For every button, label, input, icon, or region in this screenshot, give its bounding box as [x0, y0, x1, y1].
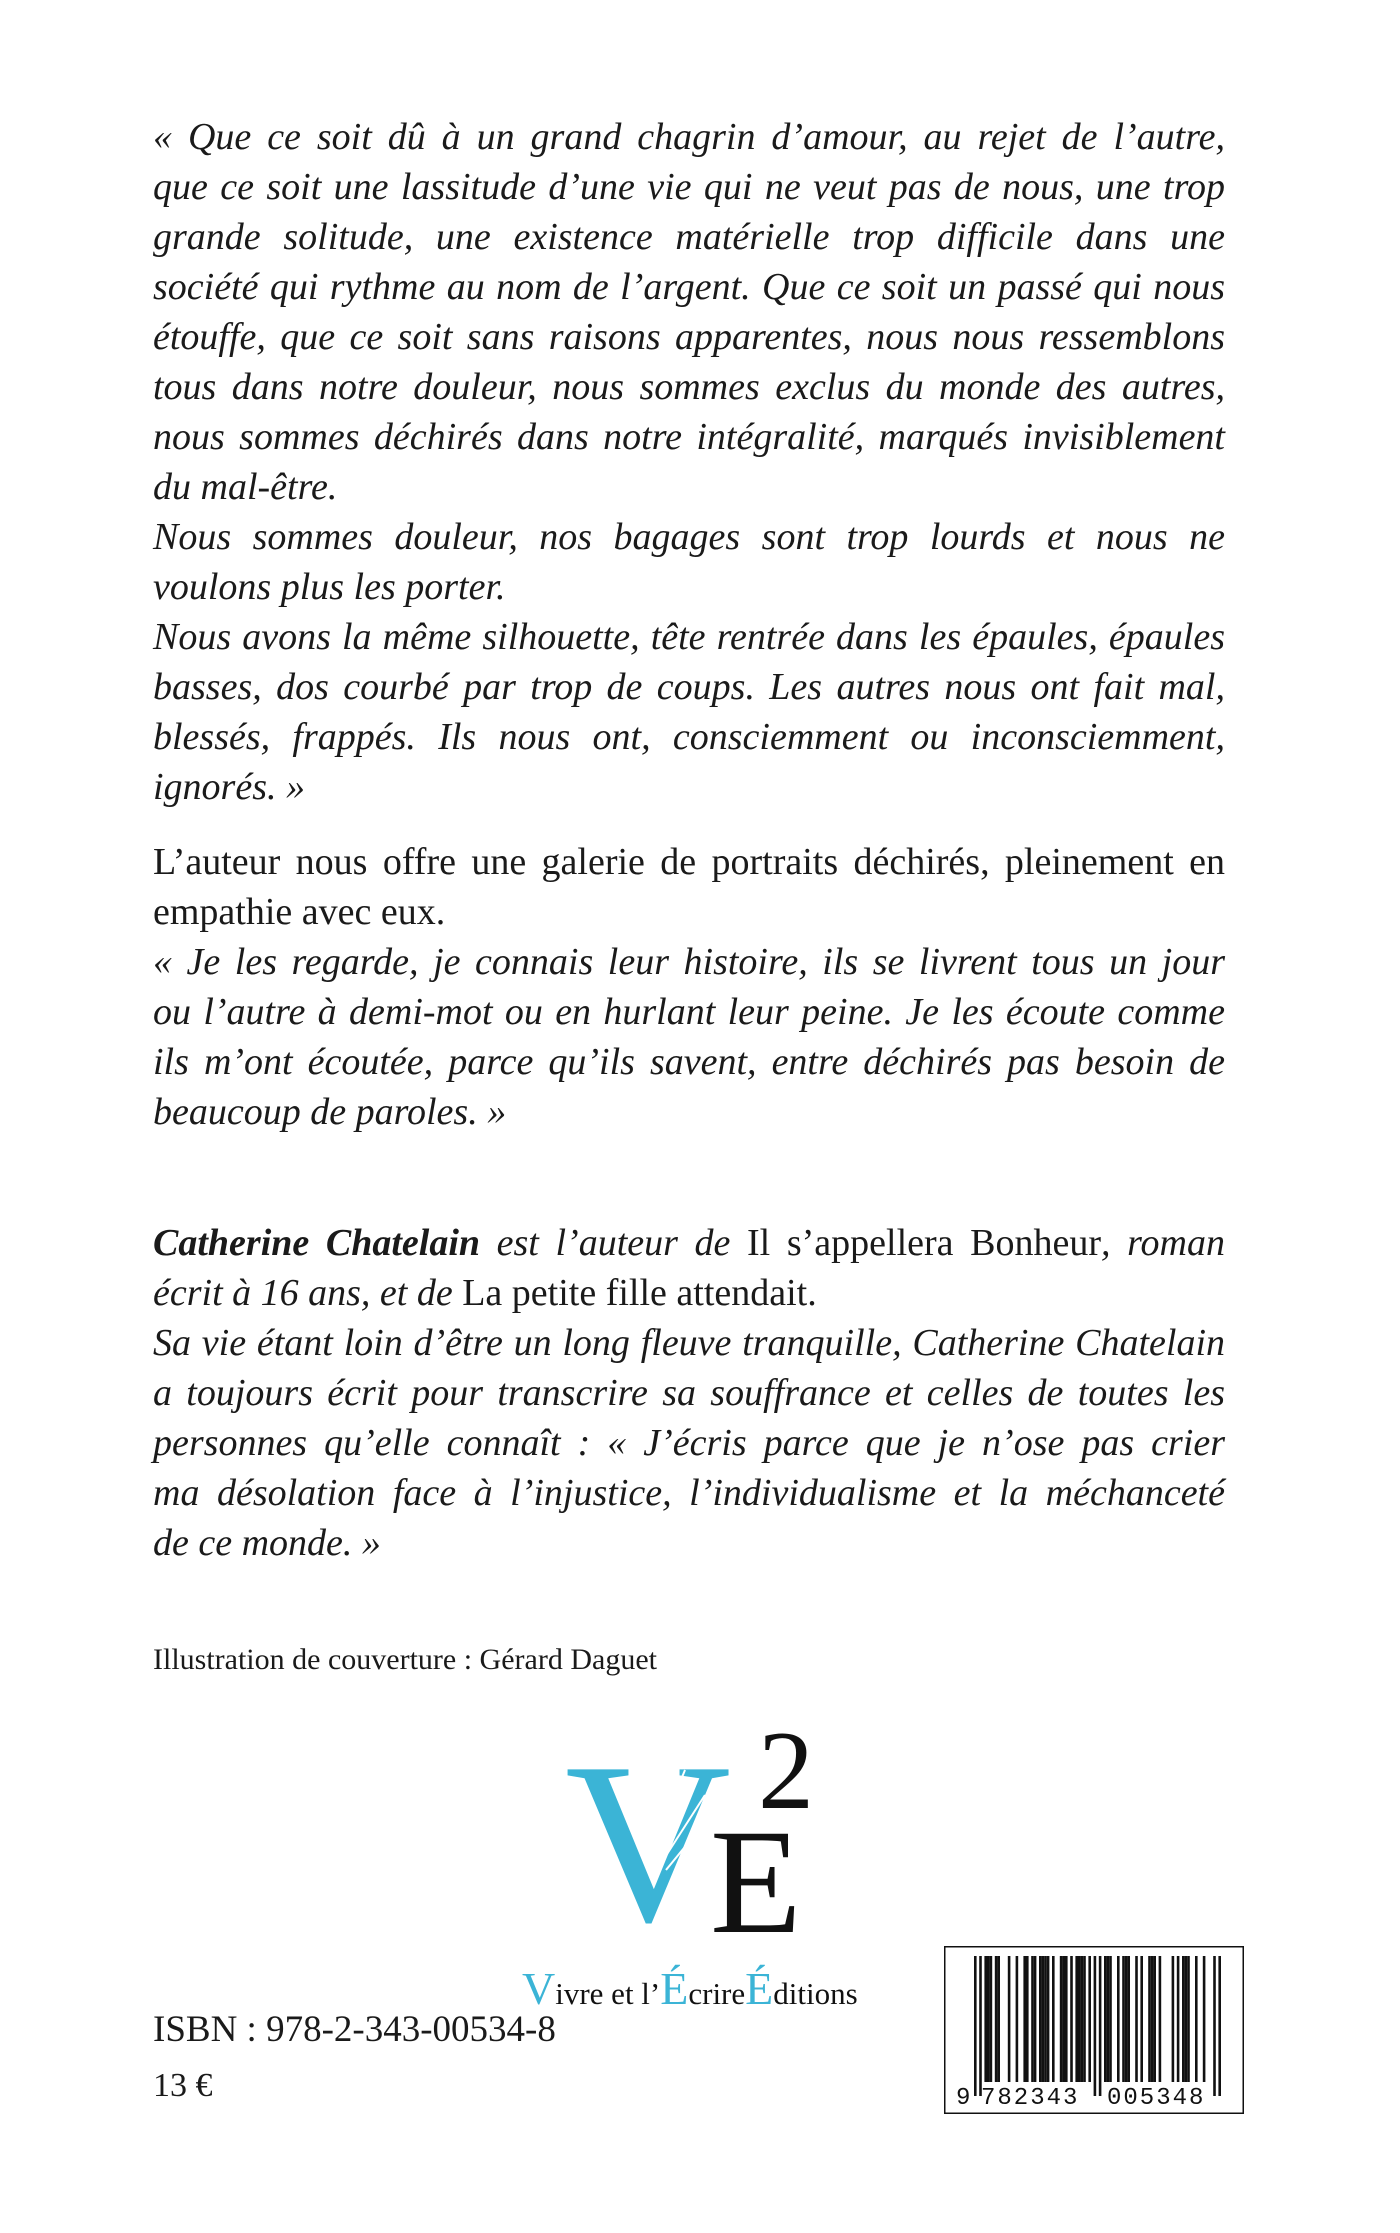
barcode-bar — [1099, 1956, 1102, 2096]
publisher-name-part: É — [745, 1963, 774, 2014]
barcode-bar — [1065, 1956, 1068, 2082]
intro-paragraph — [153, 837, 1225, 937]
barcode-bar — [1075, 1956, 1078, 2082]
bio-line: ma désolation face à l’injustice, l’individualisme et la méchanceté — [153, 1472, 1225, 1514]
barcode-bar — [995, 1956, 998, 2082]
barcode-bar — [979, 1956, 982, 2096]
barcode-bar — [1062, 1956, 1065, 2082]
quote-line: basses, dos courbé par trop de coups. Les autres nous ont fait mal, — [153, 666, 1225, 708]
barcode-bar — [1135, 1956, 1138, 2082]
barcode-bar — [1081, 1956, 1084, 2082]
barcode-bar — [1044, 1956, 1047, 2082]
publisher-name-part: V — [522, 1963, 556, 2014]
quote-line: que ce soit une lassitude d’une vie qui ne veut pas de nous, une trop — [153, 166, 1225, 208]
logo-letter-e: E — [710, 1799, 802, 1965]
barcode-bar — [1070, 1956, 1073, 2082]
quote-line: voulons plus les porter. — [153, 566, 506, 608]
quote-line: ignorés. » — [153, 766, 305, 808]
barcode-bar — [1026, 1956, 1029, 2082]
quote-line: étouffe, que ce soit sans raisons apparentes, nous nous ressemblons — [153, 316, 1225, 358]
bio-line: de ce monde. » — [153, 1522, 381, 1564]
isbn-number: ISBN : 978-2-343-00534-8 — [153, 2009, 556, 2050]
quote-line: grande solitude, une existence matérielle trop difficile dans une — [153, 216, 1225, 258]
barcode-bar — [1218, 1956, 1221, 2096]
book-title: Il s’appellera Bonheur — [747, 1222, 1102, 1264]
barcode-bar — [990, 1956, 993, 2082]
bio-text: . — [807, 1272, 817, 1314]
bio-text: , roman — [1101, 1222, 1225, 1264]
barcode-bar — [1023, 1956, 1026, 2082]
barcode-bar — [987, 1956, 990, 2082]
barcode-bar — [1182, 1956, 1185, 2082]
barcode-bar — [1187, 1956, 1190, 2082]
price: 13 € — [153, 2067, 213, 2104]
barcode-bar — [1008, 1956, 1011, 2082]
second-quote — [153, 937, 1225, 1137]
quote-line: « Je les regarde, je connais leur histoire, ils se livrent tous un jour — [153, 941, 1225, 983]
barcode-bar — [1185, 1956, 1188, 2082]
bio-line — [153, 1218, 1225, 1268]
barcode-bar — [1109, 1956, 1112, 2082]
barcode-bar — [984, 1956, 987, 2082]
barcode-bar — [1052, 1956, 1055, 2082]
barcode-bar — [1148, 1956, 1151, 2082]
barcode-bar — [1177, 1956, 1180, 2082]
publisher-name-part: crire — [688, 1976, 746, 2011]
barcode-bar — [1039, 1956, 1042, 2082]
logo-digit-2: 2 — [758, 1709, 814, 1833]
bio-line: Sa vie étant loin d’être un long fleuve tranquille, Catherine Chatelain — [153, 1322, 1225, 1364]
quote-line: « Que ce soit dû à un grand chagrin d’amour, au rejet de l’autre, — [153, 116, 1225, 158]
quote-line: ou l’autre à demi-mot ou en hurlant leur peine. Je les écoute comme — [153, 991, 1225, 1033]
barcode-bar — [1094, 1956, 1097, 2096]
barcode-digits-left: 782343 — [981, 2085, 1080, 2112]
quote-line: beaucoup de paroles. » — [153, 1091, 507, 1133]
barcode-digit-first: 9 — [956, 2085, 971, 2112]
barcode-bar — [1034, 1956, 1037, 2082]
intro-line: L’auteur nous offre une galerie de portraits déchirés, pleinement en — [153, 841, 1225, 883]
barcode-bar — [1172, 1956, 1175, 2082]
author-name: Catherine Chatelain — [153, 1222, 481, 1264]
publisher-name-part: ivre et l’ — [555, 1976, 661, 2011]
barcode-bar — [1083, 1956, 1086, 2082]
barcode-bar — [1107, 1956, 1110, 2082]
barcode-bar — [1127, 1956, 1130, 2082]
barcode-bar — [1104, 1956, 1107, 2082]
barcode-bar — [1140, 1956, 1143, 2082]
bio-text: écrit à 16 ans, et de — [153, 1272, 463, 1314]
quote-line: Nous avons la même silhouette, tête rentrée dans les épaules, épaules — [153, 616, 1225, 658]
cover-illustration-credit: Illustration de couverture : Gérard Daguet — [153, 1643, 657, 1676]
author-bio — [153, 1218, 1225, 1568]
bio-line: personnes qu’elle connaît : « J’écris parce que je n’ose pas crier — [153, 1422, 1225, 1464]
barcode-bar — [1153, 1956, 1156, 2082]
quote-line: nous sommes déchirés dans notre intégralité, marqués invisiblement — [153, 416, 1225, 458]
intro-line: empathie avec eux. — [153, 891, 446, 933]
quote-line: blessés, frappés. Ils nous ont, consciemment ou inconsciemment, — [153, 716, 1225, 758]
barcode-bar — [1203, 1956, 1206, 2082]
quote-line: ils m’ont écoutée, parce qu’ils savent, entre déchirés pas besoin de — [153, 1041, 1225, 1083]
isbn-barcode — [944, 1946, 1244, 2114]
barcode-bar — [1042, 1956, 1045, 2082]
barcode-bar — [1125, 1956, 1128, 2082]
quote-line: société qui rythme au nom de l’argent. Que ce soit un passé qui nous — [153, 266, 1225, 308]
publisher-name-part: É — [660, 1963, 689, 2014]
barcode-bar — [1047, 1956, 1050, 2082]
barcode-bar — [1078, 1956, 1081, 2082]
barcode-digits-right: 005348 — [1107, 2085, 1206, 2112]
barcode-bar — [1151, 1956, 1154, 2082]
barcode-bar — [1122, 1956, 1125, 2082]
opening-quote — [153, 112, 1225, 812]
logo-letter-v: V — [565, 1715, 732, 1970]
barcode-bar — [1195, 1956, 1198, 2082]
book-title: La petite fille attendait — [462, 1272, 808, 1314]
barcode-bar — [1117, 1956, 1120, 2082]
quote-line: Nous sommes douleur, nos bagages sont trop lourds et nous ne — [153, 516, 1225, 558]
quote-line: tous dans notre douleur, nous sommes exclus du monde des autres, — [153, 366, 1225, 408]
publisher-logo — [510, 1700, 860, 2020]
barcode-bar — [997, 1956, 1000, 2082]
barcode-bar — [1016, 1956, 1019, 2082]
barcode-bar — [1088, 1956, 1091, 2082]
barcode-bar — [1031, 1956, 1034, 2082]
bio-text: est l’auteur de — [480, 1222, 748, 1264]
barcode-bar — [1159, 1956, 1162, 2082]
barcode-bar — [1060, 1956, 1063, 2082]
bio-line — [153, 1268, 1225, 1318]
publisher-name — [522, 1963, 858, 2014]
quote-line: du mal-être. — [153, 466, 338, 508]
barcode-bar — [974, 1956, 977, 2096]
barcode-bar — [1213, 1956, 1216, 2096]
publisher-name-part: ditions — [773, 1976, 858, 2011]
bio-line: a toujours écrit pour transcrire sa souffrance et celles de toutes les — [153, 1372, 1225, 1414]
